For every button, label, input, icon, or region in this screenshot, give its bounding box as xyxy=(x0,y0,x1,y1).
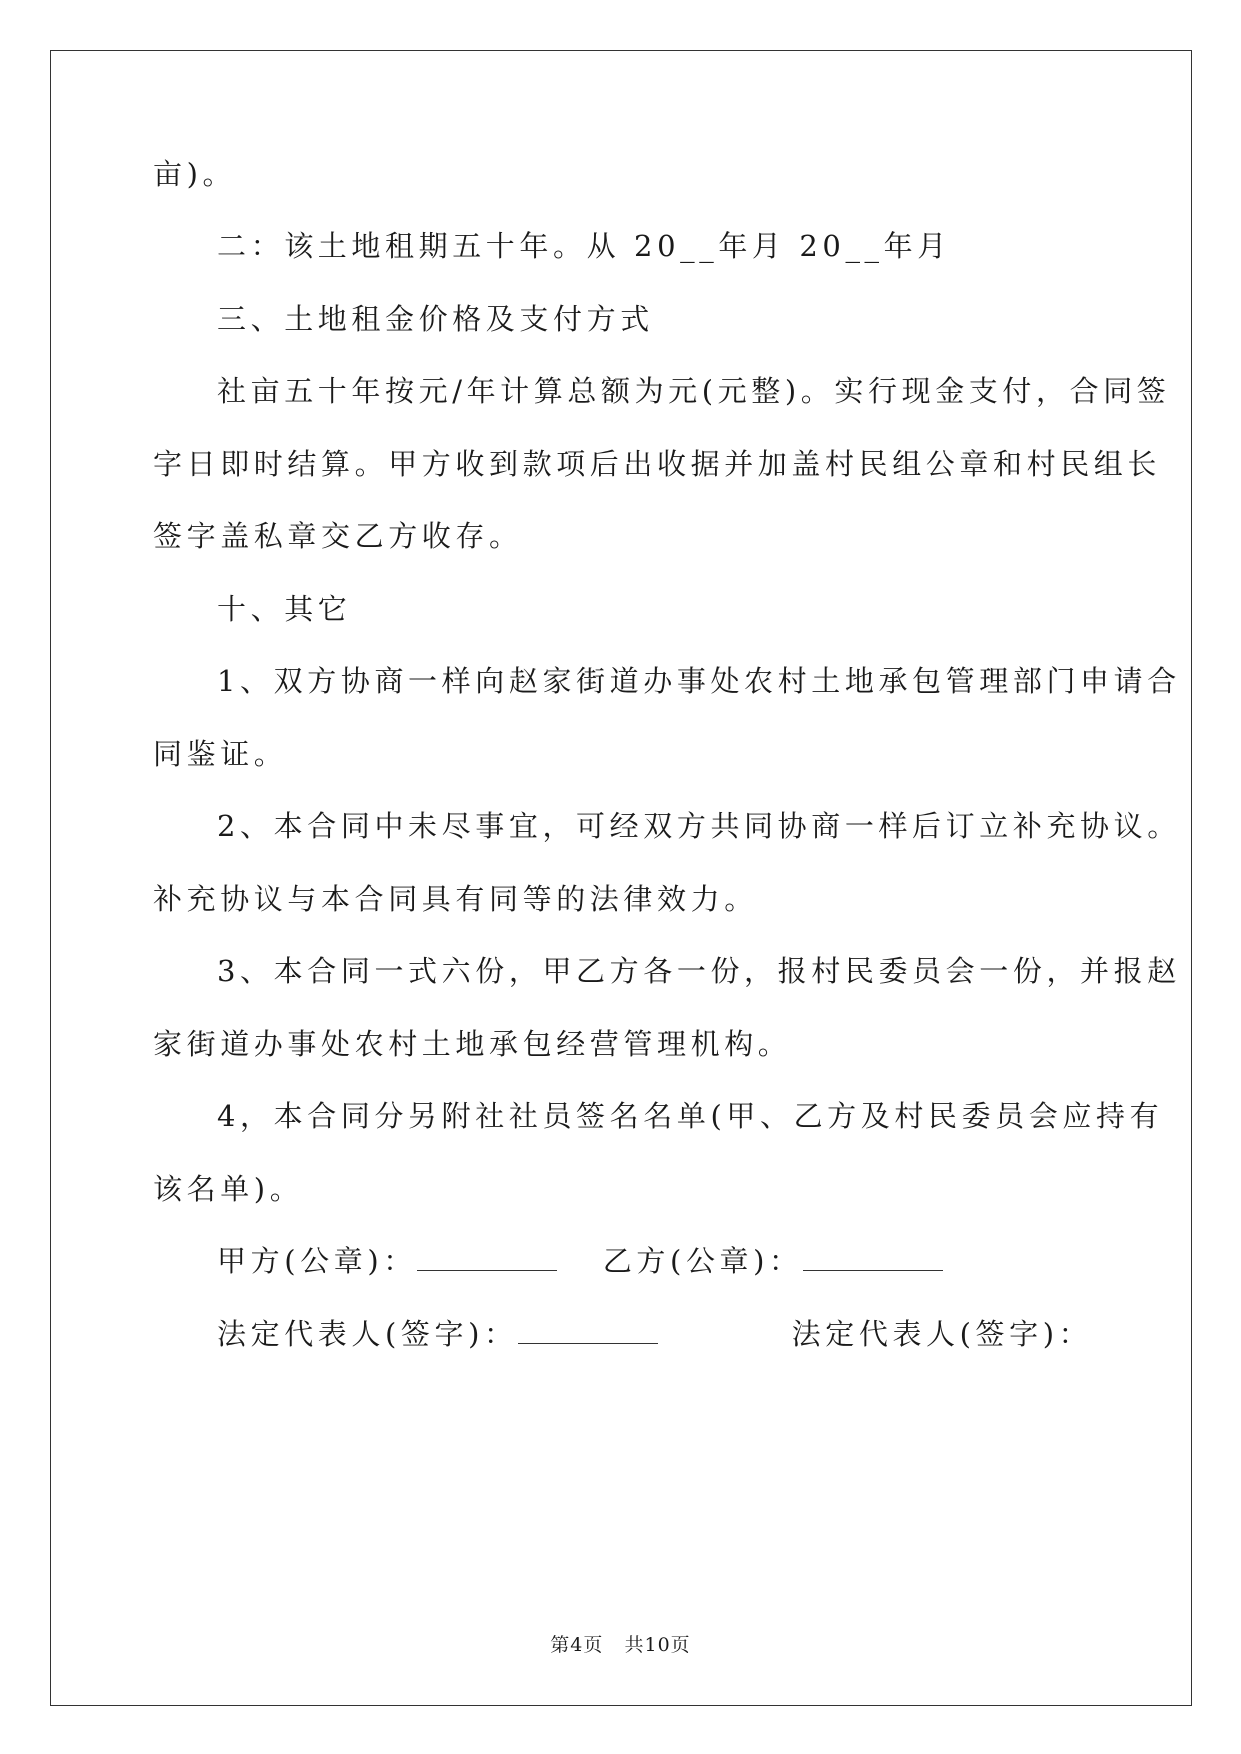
paragraph-line: 家街道办事处农村土地承包经营管理机构。 xyxy=(153,1027,792,1061)
paragraph-line: 1、双方协商一样向赵家街道办事处农村土地承包管理部门申请合 xyxy=(217,664,1181,698)
seal-row xyxy=(217,1241,943,1281)
legal-rep-row xyxy=(217,1314,1092,1354)
section-heading: 十、其它 xyxy=(217,592,352,626)
paragraph-line: 3、本合同一式六份，甲乙方各一份，报村民委员会一份，并报赵 xyxy=(217,954,1181,988)
party-b-seal-label: 乙方(公章)： xyxy=(602,1244,803,1278)
legal-rep-a-blank[interactable] xyxy=(518,1317,658,1344)
paragraph-line: 字日即时结算。甲方收到款项后出收据并加盖村民组公章和村民组长 xyxy=(153,447,1162,481)
page-number: 第4页 共10页 xyxy=(550,1634,691,1656)
paragraph-line: 二：该土地租期五十年。从 20__年月 20__年月 xyxy=(217,229,951,263)
legal-rep-b-label: 法定代表人(签字)： xyxy=(791,1317,1093,1351)
page-footer xyxy=(0,1630,1241,1657)
paragraph-line: 同鉴证。 xyxy=(153,737,288,771)
party-b-seal-blank[interactable] xyxy=(803,1244,943,1271)
legal-rep-a-label: 法定代表人(签字)： xyxy=(217,1317,518,1351)
party-a-seal-blank[interactable] xyxy=(417,1244,557,1271)
paragraph-line: 该名单)。 xyxy=(153,1172,304,1206)
paragraph-line: 补充协议与本合同具有同等的法律效力。 xyxy=(153,882,758,916)
paragraph-line: 签字盖私章交乙方收存。 xyxy=(153,519,523,553)
section-heading: 三、土地租金价格及支付方式 xyxy=(217,302,654,336)
party-a-seal-label: 甲方(公章)： xyxy=(217,1244,417,1278)
paragraph-line: 2、本合同中未尽事宜，可经双方共同协商一样后订立补充协议。 xyxy=(217,809,1181,843)
paragraph-line: 4，本合同分另附社社员签名名单(甲、乙方及村民委员会应持有 xyxy=(217,1099,1164,1133)
paragraph-line: 社亩五十年按元/年计算总额为元(元整)。实行现金支付，合同签 xyxy=(217,374,1171,408)
paragraph-line: 亩)。 xyxy=(153,157,237,191)
